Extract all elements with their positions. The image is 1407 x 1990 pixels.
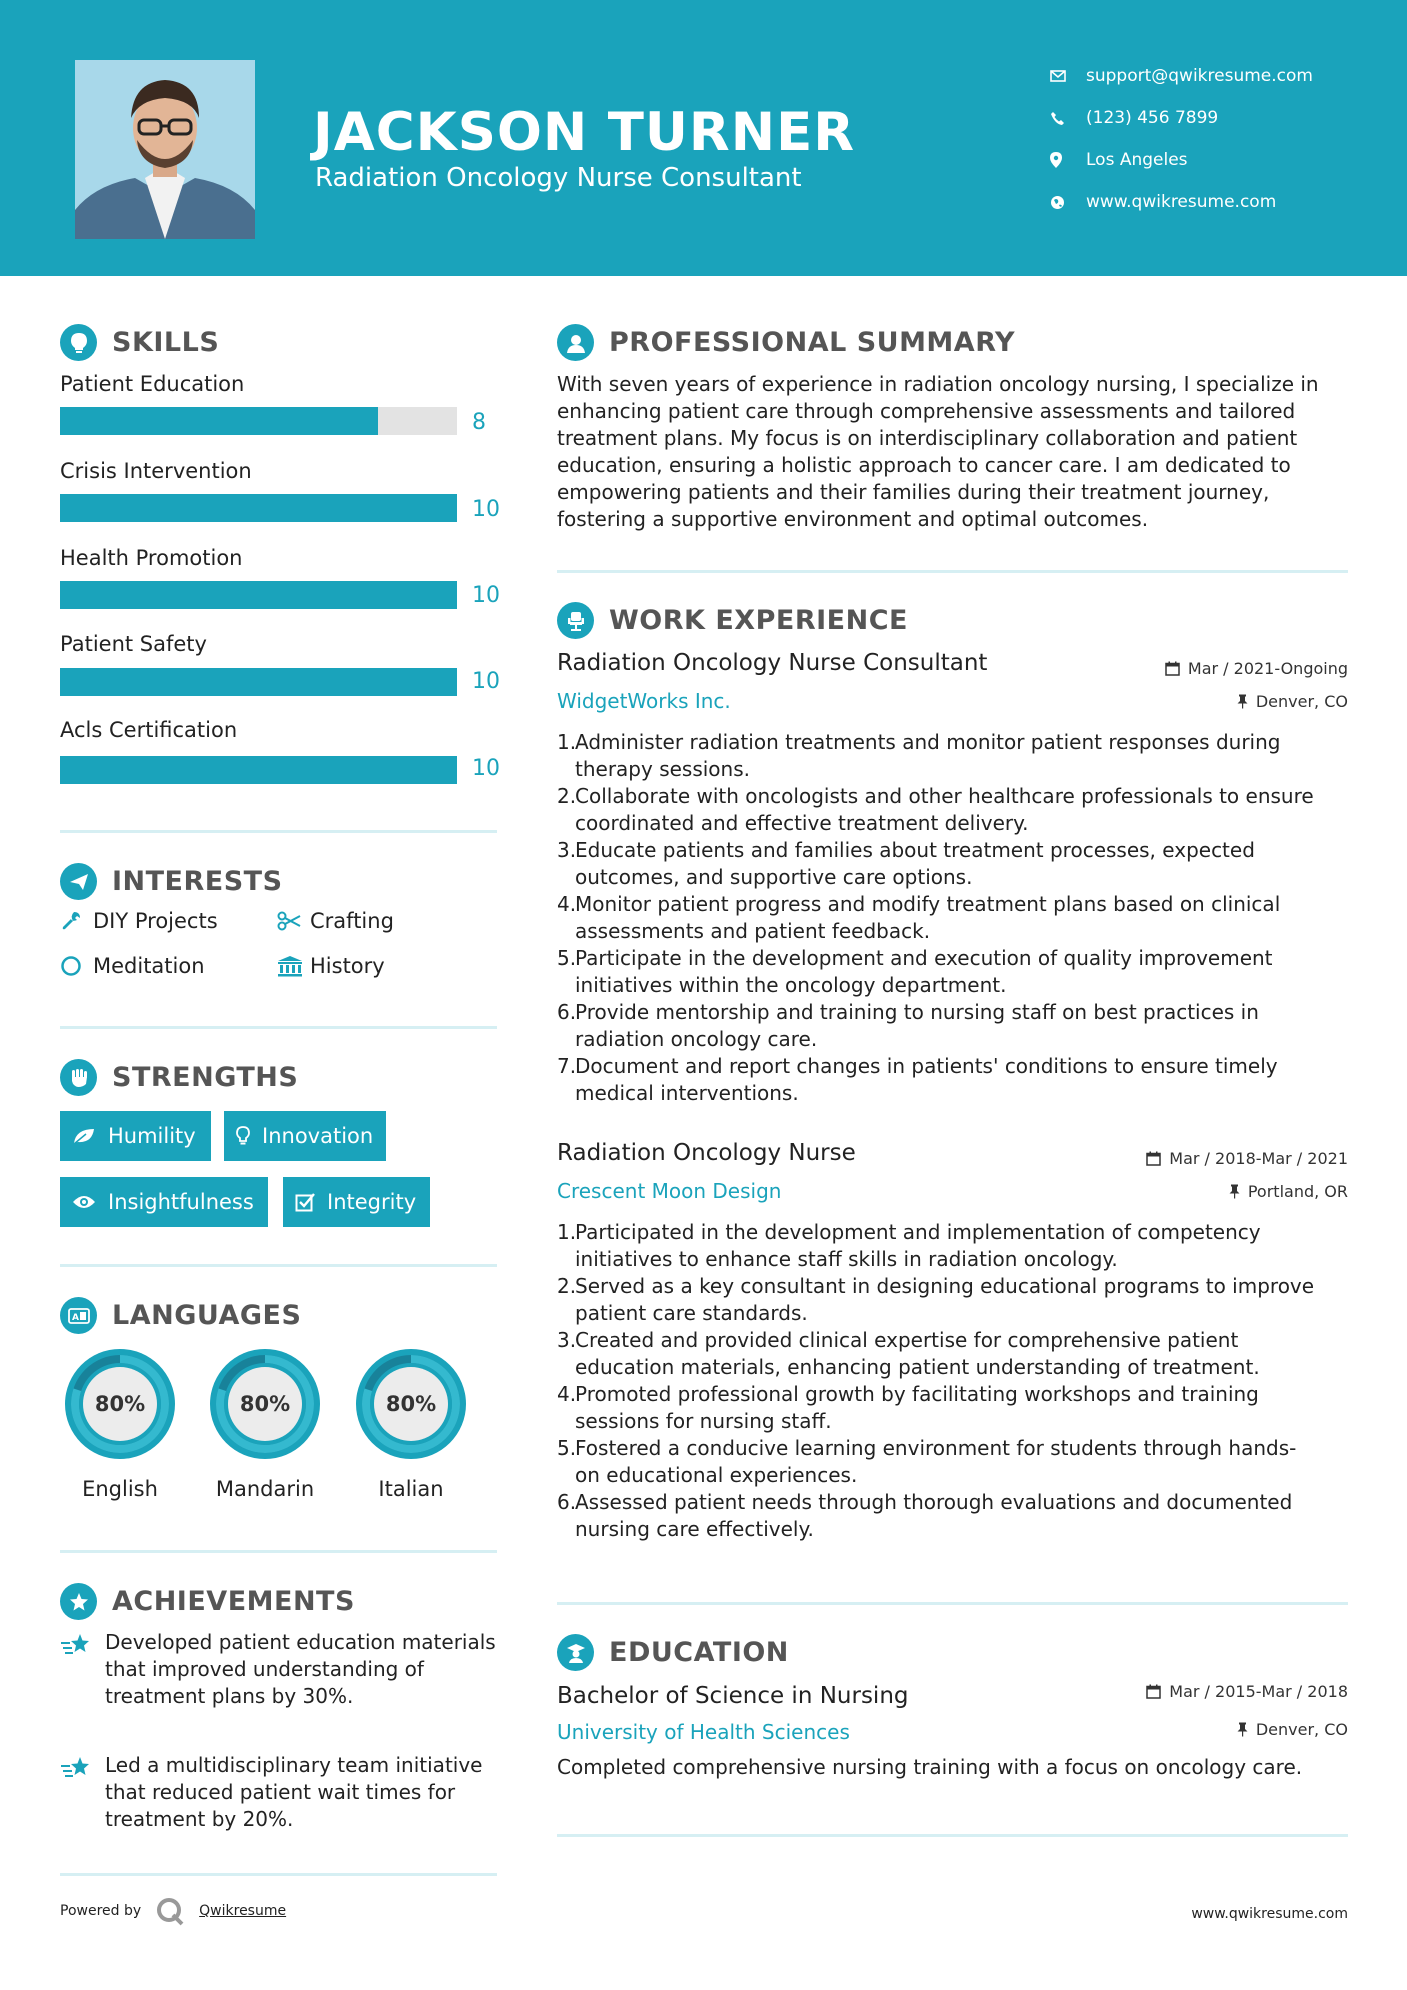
paper-plane-badge-icon bbox=[60, 863, 97, 900]
qwikresume-link[interactable]: Qwikresume bbox=[199, 1903, 287, 1919]
skill-name: Acls Certification bbox=[60, 718, 238, 742]
skill-name: Health Promotion bbox=[60, 546, 243, 570]
summary-text: With seven years of experience in radiation oncology nursing, I specialize in enhancing patient care through comprehensive assessments and tailored treatment plans. My focus is on interdisciplinary collaboration and patient education, ensuring a holistic approach to cancer care. I am dedicated to empowering patients and their families during their treatment journey, fostering a supportive environment and optimal outcomes. bbox=[557, 372, 1319, 531]
education-heading bbox=[557, 1634, 789, 1671]
shooting-star-icon bbox=[60, 1752, 105, 1833]
bullet-line: therapy sessions. bbox=[575, 757, 750, 781]
achievement-item bbox=[60, 1752, 500, 1833]
shooting-star-icon bbox=[60, 1629, 105, 1710]
bullet-number: 4. bbox=[557, 892, 577, 916]
bullet-line: outcomes, and supportive care options. bbox=[575, 865, 973, 889]
section-divider bbox=[60, 1550, 497, 1553]
languages-heading-text: LANGUAGES bbox=[112, 1300, 302, 1331]
job-dates bbox=[1146, 1149, 1348, 1168]
contact-phone-text: (123) 456 7899 bbox=[1086, 108, 1219, 128]
bullet-line: Participated in the development and implementation of competency bbox=[575, 1220, 1261, 1244]
education-heading-text: EDUCATION bbox=[609, 1637, 789, 1668]
strength-tag bbox=[224, 1111, 386, 1161]
skill-bar bbox=[60, 581, 457, 609]
contact-location bbox=[1050, 139, 1313, 181]
section-divider bbox=[60, 1026, 497, 1029]
bullet-line: Assessed patient needs through thorough evaluations and documented bbox=[575, 1490, 1293, 1514]
bullet-line: sessions for nursing staff. bbox=[575, 1409, 832, 1433]
job-bullets bbox=[557, 1219, 1357, 1543]
job-bullets bbox=[557, 729, 1357, 1107]
experience-heading bbox=[557, 602, 908, 639]
job-dates-text: Mar / 2018-Mar / 2021 bbox=[1169, 1149, 1348, 1168]
section-divider bbox=[60, 1873, 497, 1876]
skill-value: 8 bbox=[472, 410, 486, 435]
bullet-item bbox=[557, 999, 1357, 1053]
bullet-line: Document and report changes in patients' conditions to ensure timely bbox=[575, 1054, 1278, 1078]
skills-heading-text: SKILLS bbox=[112, 327, 220, 358]
interest-label: History bbox=[310, 954, 385, 978]
language-percent: 80% bbox=[385, 1392, 437, 1416]
bullet-item bbox=[557, 1381, 1357, 1435]
interests-heading-text: INTERESTS bbox=[112, 866, 283, 897]
job-location bbox=[1237, 692, 1348, 711]
strength-label: Humility bbox=[108, 1124, 196, 1148]
language-percent: 80% bbox=[239, 1392, 291, 1416]
footer-powered-by bbox=[60, 1896, 286, 1926]
interest-label: Crafting bbox=[310, 909, 394, 933]
skill-value: 10 bbox=[472, 756, 500, 781]
education-school: University of Health Sciences bbox=[557, 1720, 850, 1744]
achievement-item bbox=[60, 1629, 500, 1710]
summary-heading bbox=[557, 324, 1015, 361]
skill-name: Crisis Intervention bbox=[60, 459, 252, 483]
strengths-heading bbox=[60, 1059, 298, 1096]
strengths-heading-text: STRENGTHS bbox=[112, 1062, 299, 1093]
bank-icon bbox=[277, 955, 310, 977]
bullet-item bbox=[557, 945, 1357, 999]
skill-bar-fill bbox=[60, 668, 457, 696]
bullet-line: initiatives within the oncology department. bbox=[575, 973, 1007, 997]
checkbox-icon bbox=[295, 1192, 315, 1212]
interest-item bbox=[60, 909, 218, 933]
bullet-line: Promoted professional growth by facilitating workshops and training bbox=[575, 1382, 1259, 1406]
education-location-text: Denver, CO bbox=[1255, 1720, 1348, 1739]
language-name: Italian bbox=[378, 1477, 444, 1501]
section-divider bbox=[60, 830, 497, 833]
skill-bar-fill bbox=[60, 494, 457, 522]
footer-url[interactable]: www.qwikresume.com bbox=[1191, 1906, 1348, 1922]
bullet-line: Collaborate with oncologists and other healthcare professionals to ensure bbox=[575, 784, 1314, 808]
skill-bar bbox=[60, 668, 457, 696]
achievement-text: Developed patient education materials that improved understanding of treatment plans by 30%. bbox=[105, 1630, 496, 1708]
bullet-item bbox=[557, 1219, 1357, 1273]
section-divider bbox=[557, 1834, 1348, 1837]
star-badge-icon bbox=[60, 1583, 97, 1620]
skill-bar bbox=[60, 494, 457, 522]
profile-photo bbox=[75, 60, 255, 239]
skill-bar-fill bbox=[60, 407, 378, 435]
strength-label: Integrity bbox=[327, 1190, 417, 1214]
job-title: Radiation Oncology Nurse Consultant bbox=[557, 650, 988, 676]
qwikresume-logo-icon bbox=[155, 1896, 185, 1926]
language-badge-icon bbox=[60, 1297, 97, 1334]
interests-heading bbox=[60, 863, 283, 900]
skill-name: Patient Safety bbox=[60, 632, 207, 656]
resume-header bbox=[0, 0, 1407, 276]
education-location bbox=[1237, 1720, 1348, 1739]
bullet-item bbox=[557, 837, 1357, 891]
skill-value: 10 bbox=[472, 583, 500, 608]
interest-label: Meditation bbox=[93, 954, 205, 978]
bullet-number: 6. bbox=[557, 1000, 577, 1024]
language-item bbox=[59, 1343, 181, 1501]
bullet-number: 6. bbox=[557, 1490, 577, 1514]
bullet-line: coordinated and effective treatment delivery. bbox=[575, 811, 1029, 835]
skill-bar-fill bbox=[60, 581, 457, 609]
bullet-item bbox=[557, 1435, 1357, 1489]
skill-value: 10 bbox=[472, 669, 500, 694]
section-divider bbox=[557, 570, 1348, 573]
bullet-item bbox=[557, 783, 1357, 837]
bullet-line: Administer radiation treatments and monitor patient responses during bbox=[575, 730, 1281, 754]
skill-bar bbox=[60, 407, 457, 435]
skill-bar-fill bbox=[60, 756, 457, 784]
language-percent: 80% bbox=[94, 1392, 146, 1416]
bullet-number: 2. bbox=[557, 784, 577, 808]
skills-heading bbox=[60, 324, 219, 361]
interest-item bbox=[277, 954, 385, 978]
contact-list bbox=[1050, 55, 1313, 223]
education-description: Completed comprehensive nursing training with a focus on oncology care. bbox=[557, 1755, 1303, 1779]
job-title: Radiation Oncology Nurse bbox=[557, 1140, 856, 1166]
contact-phone[interactable] bbox=[1050, 97, 1313, 139]
job-company: Crescent Moon Design bbox=[557, 1179, 782, 1203]
skill-value: 10 bbox=[472, 497, 500, 522]
bullet-line: assessments and patient feedback. bbox=[575, 919, 931, 943]
skill-name: Patient Education bbox=[60, 372, 245, 396]
language-name: English bbox=[82, 1477, 158, 1501]
bullet-number: 5. bbox=[557, 1436, 577, 1460]
bullet-number: 7. bbox=[557, 1054, 577, 1078]
job-dates-text: Mar / 2021-Ongoing bbox=[1187, 659, 1348, 678]
bullet-item bbox=[557, 1489, 1357, 1543]
eye-icon bbox=[72, 1194, 96, 1210]
bullet-line: patient care standards. bbox=[575, 1301, 808, 1325]
calendar-icon bbox=[1146, 1684, 1161, 1699]
language-name: Mandarin bbox=[215, 1477, 315, 1501]
bullet-line: Provide mentorship and training to nursing staff on best practices in bbox=[575, 1000, 1259, 1024]
education-degree: Bachelor of Science in Nursing bbox=[557, 1683, 909, 1709]
envelope-icon bbox=[1050, 70, 1086, 82]
bullet-line: education materials, enhancing patient understanding of treatment. bbox=[575, 1355, 1260, 1379]
bullet-number: 3. bbox=[557, 1328, 577, 1352]
skill-bar bbox=[60, 756, 457, 784]
bullet-item bbox=[557, 1053, 1357, 1107]
bullet-number: 3. bbox=[557, 838, 577, 862]
candidate-name: JACKSON TURNER bbox=[313, 102, 856, 163]
strength-tag bbox=[60, 1177, 268, 1227]
lightbulb-icon bbox=[236, 1126, 250, 1146]
bullet-line: medical interventions. bbox=[575, 1081, 799, 1105]
job-company: WidgetWorks Inc. bbox=[557, 689, 731, 713]
bullet-line: on educational experiences. bbox=[575, 1463, 858, 1487]
interest-label: DIY Projects bbox=[93, 909, 218, 933]
strength-tag bbox=[283, 1177, 430, 1227]
scissors-icon bbox=[277, 911, 310, 931]
job-location-text: Denver, CO bbox=[1255, 692, 1348, 711]
job-dates bbox=[1165, 659, 1348, 678]
bullet-line: Fostered a conducive learning environment for students through hands- bbox=[575, 1436, 1297, 1460]
pushpin-icon bbox=[1229, 1184, 1240, 1199]
interest-item bbox=[60, 954, 205, 978]
calendar-icon bbox=[1146, 1151, 1161, 1166]
bullet-line: radiation oncology care. bbox=[575, 1027, 818, 1051]
candidate-title: Radiation Oncology Nurse Consultant bbox=[315, 163, 802, 193]
bullet-line: Served as a key consultant in designing educational programs to improve bbox=[575, 1274, 1315, 1298]
bullet-line: initiatives to enhance staff skills in radiation oncology. bbox=[575, 1247, 1118, 1271]
language-item bbox=[204, 1343, 326, 1501]
language-item bbox=[350, 1343, 472, 1501]
achievements-heading bbox=[60, 1583, 355, 1620]
bullet-line: nursing care effectively. bbox=[575, 1517, 814, 1541]
achievements-heading-text: ACHIEVEMENTS bbox=[112, 1586, 355, 1617]
education-dates-text: Mar / 2015-Mar / 2018 bbox=[1169, 1682, 1348, 1701]
languages-heading bbox=[60, 1297, 301, 1334]
fist-badge-icon bbox=[60, 1059, 97, 1096]
strength-tag bbox=[60, 1111, 211, 1161]
section-divider bbox=[60, 1264, 497, 1267]
bullet-item bbox=[557, 729, 1357, 783]
interest-item bbox=[277, 909, 394, 933]
contact-email-text: support@qwikresume.com bbox=[1086, 66, 1313, 86]
contact-email[interactable] bbox=[1050, 55, 1313, 97]
job-location bbox=[1229, 1182, 1348, 1201]
bullet-number: 1. bbox=[557, 730, 577, 754]
summary-heading-text: PROFESSIONAL SUMMARY bbox=[609, 327, 1016, 358]
bullet-line: Educate patients and families about treatment processes, expected bbox=[575, 838, 1255, 862]
chair-badge-icon bbox=[557, 602, 594, 639]
contact-website[interactable] bbox=[1050, 181, 1313, 223]
section-divider bbox=[557, 1602, 1348, 1605]
achievement-text: Led a multidisciplinary team initiative that reduced patient wait times for treatment by 20%. bbox=[105, 1753, 483, 1831]
bullet-item bbox=[557, 1273, 1357, 1327]
contact-website-text: www.qwikresume.com bbox=[1086, 192, 1277, 212]
bullet-line: Created and provided clinical expertise for comprehensive patient bbox=[575, 1328, 1239, 1352]
globe-icon bbox=[1050, 195, 1086, 210]
pushpin-icon bbox=[1237, 694, 1248, 709]
bullet-line: Monitor patient progress and modify treatment plans based on clinical bbox=[575, 892, 1281, 916]
bullet-item bbox=[557, 891, 1357, 945]
graduate-badge-icon bbox=[557, 1634, 594, 1671]
wrench-icon bbox=[60, 910, 93, 932]
pushpin-icon bbox=[1237, 1722, 1248, 1737]
lightbulb-badge-icon bbox=[60, 324, 97, 361]
calendar-icon bbox=[1165, 661, 1180, 676]
bullet-item bbox=[557, 1327, 1357, 1381]
bullet-number: 5. bbox=[557, 946, 577, 970]
education-dates bbox=[1146, 1682, 1348, 1701]
experience-heading-text: WORK EXPERIENCE bbox=[609, 605, 908, 636]
bullet-number: 2. bbox=[557, 1274, 577, 1298]
job-location-text: Portland, OR bbox=[1247, 1182, 1348, 1201]
bullet-number: 1. bbox=[557, 1220, 577, 1244]
map-pin-icon bbox=[1050, 152, 1086, 168]
bullet-line: Participate in the development and execution of quality improvement bbox=[575, 946, 1273, 970]
leaf-icon bbox=[72, 1127, 96, 1145]
bullet-number: 4. bbox=[557, 1382, 577, 1406]
svg-text:A: A bbox=[71, 1312, 79, 1323]
contact-location-text: Los Angeles bbox=[1086, 150, 1188, 170]
circle-icon bbox=[60, 955, 93, 977]
phone-icon bbox=[1050, 111, 1086, 126]
strength-label: Innovation bbox=[262, 1124, 374, 1148]
powered-by-text: Powered by bbox=[60, 1903, 142, 1919]
user-badge-icon bbox=[557, 324, 594, 361]
strength-label: Insightfulness bbox=[108, 1190, 254, 1214]
